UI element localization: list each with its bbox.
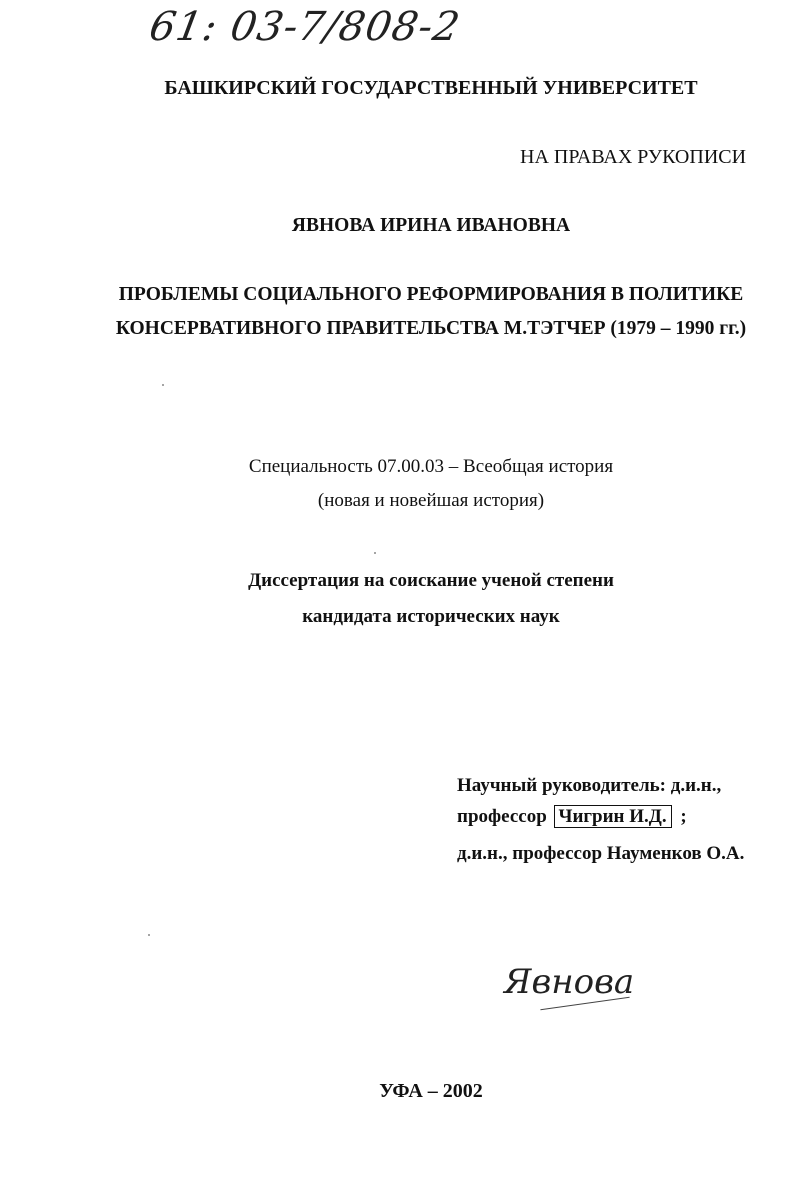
supervisor-line-2 bbox=[457, 806, 687, 828]
city-year: УФА – 2002 bbox=[379, 1080, 483, 1102]
specialty-line-1: Специальность 07.00.03 – Всеобщая история bbox=[248, 456, 614, 477]
scan-speck bbox=[374, 552, 376, 554]
specialty-line-2: (новая и новейшая история) bbox=[317, 490, 545, 511]
author-name: ЯВНОВА ИРИНА ИВАНОВНА bbox=[291, 215, 571, 236]
thesis-title-line-2: КОНСЕРВАТИВНОГО ПРАВИТЕЛЬСТВА М.ТЭТЧЕР (1979 – 1990 гг.) bbox=[115, 318, 747, 339]
thesis-title-line-1: ПРОБЛЕМЫ СОЦИАЛЬНОГО РЕФОРМИРОВАНИЯ В ПОЛИТИКЕ bbox=[118, 284, 744, 305]
university-name: БАШКИРСКИЙ ГОСУДАРСТВЕННЫЙ УНИВЕРСИТЕТ bbox=[164, 77, 698, 99]
supervisor-title: профессор bbox=[457, 806, 547, 827]
supervisor-line-1: Научный руководитель: д.и.н., bbox=[457, 775, 722, 796]
scan-speck bbox=[162, 384, 164, 386]
author-signature: Явнова bbox=[504, 962, 635, 1002]
degree-line-1: Диссертация на соискание ученой степени bbox=[248, 570, 614, 591]
degree-line-2: кандидата исторических наук bbox=[302, 606, 560, 627]
supervisor-name-boxed: Чигрин И.Д. bbox=[554, 805, 672, 828]
supervisor-line-3: д.и.н., профессор Науменков О.А. bbox=[457, 843, 745, 864]
archive-code-handwritten: 61: 03-7/808-2 bbox=[145, 4, 464, 50]
scan-speck bbox=[148, 934, 150, 936]
manuscript-rights-note: НА ПРАВАХ РУКОПИСИ bbox=[520, 146, 747, 168]
supervisor-separator: ; bbox=[680, 806, 687, 827]
